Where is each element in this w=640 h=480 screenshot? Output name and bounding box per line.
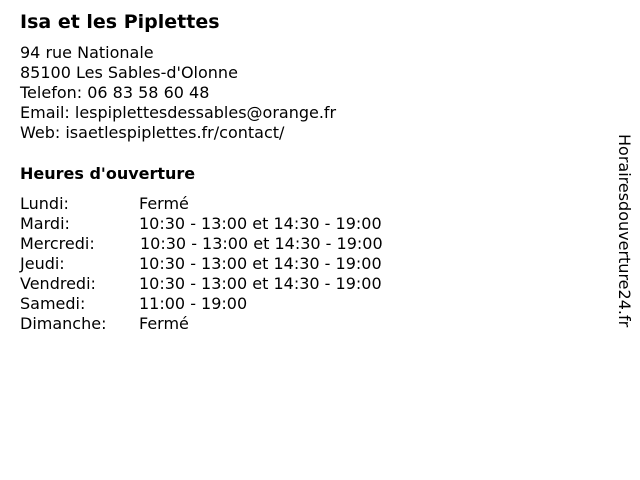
day-hours: 11:00 - 19:00 xyxy=(139,294,248,313)
day-label: Vendredi: xyxy=(20,274,96,293)
street-address: 94 rue Nationale xyxy=(20,43,154,62)
day-hours: Fermé xyxy=(139,314,189,333)
hours-heading: Heures d'ouverture xyxy=(20,164,196,183)
day-hours: 10:30 - 13:00 et 14:30 - 19:00 xyxy=(140,234,383,253)
day-label: Mercredi: xyxy=(20,234,95,253)
business-name: Isa et les Piplettes xyxy=(20,11,220,33)
day-hours: Fermé xyxy=(139,194,189,213)
day-label: Lundi: xyxy=(20,194,69,213)
day-label: Samedi: xyxy=(20,294,86,313)
email-address: Email: lespiplettesdessables@orange.fr xyxy=(20,103,337,122)
phone-number: Telefon: 06 83 58 60 48 xyxy=(20,83,210,102)
day-label: Jeudi: xyxy=(20,254,65,273)
day-hours: 10:30 - 13:00 et 14:30 - 19:00 xyxy=(139,254,382,273)
contact-block xyxy=(20,43,336,143)
day-label: Dimanche: xyxy=(20,314,107,333)
day-label: Mardi: xyxy=(20,214,70,233)
website: Web: isaetlespiplettes.fr/contact/ xyxy=(20,123,285,142)
city-address: 85100 Les Sables-d'Olonne xyxy=(20,63,238,82)
day-hours: 10:30 - 13:00 et 14:30 - 19:00 xyxy=(139,274,382,293)
day-hours: 10:30 - 13:00 et 14:30 - 19:00 xyxy=(139,214,382,233)
site-watermark: Horairesdouverture24.fr xyxy=(615,134,634,328)
